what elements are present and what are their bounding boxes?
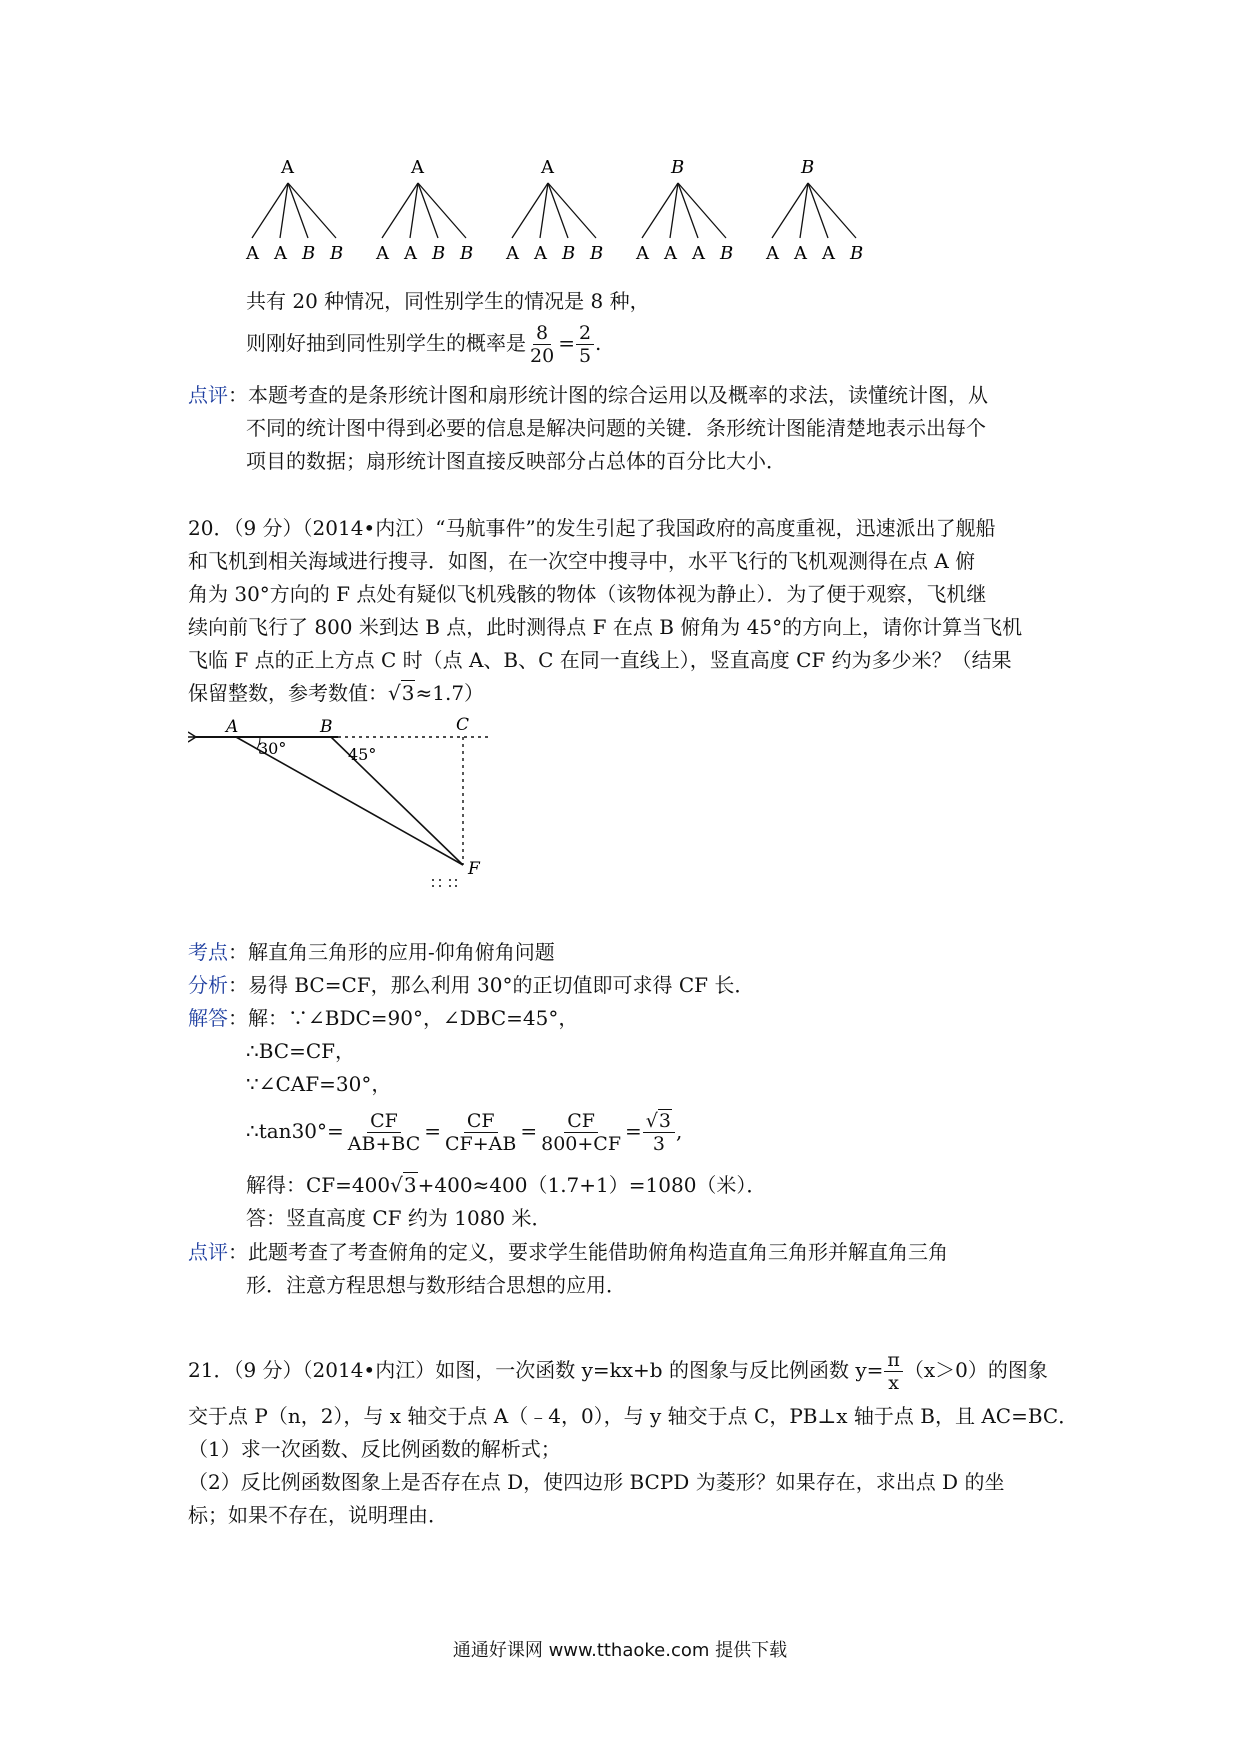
page-footer: 通通好课网 www.tthaoke.com 提供下载 (452, 1640, 788, 1661)
fraction-denominator: AB+BC (347, 1133, 421, 1155)
angle-30: 30° (258, 739, 287, 758)
fraction-numerator: CF (564, 1110, 598, 1133)
tree-diagram (635, 157, 733, 264)
tree-leaf-label: B (562, 243, 576, 264)
tree-branch (382, 183, 418, 238)
fraction-numerator: 2 (576, 322, 594, 345)
tree-leaf-label: B (590, 243, 604, 264)
tree-leaf-label: B (850, 243, 864, 264)
fraction-denominator: 800+CF (541, 1133, 622, 1155)
fraction-numerator: CF (464, 1110, 498, 1133)
q20-comment-2: 形．注意方程思想与数形结合思想的应用． (246, 1273, 626, 1297)
tree-leaf-label: A (636, 243, 649, 264)
fraction-denominator: 20 (530, 345, 555, 367)
q19-probability (246, 322, 601, 367)
sqrt-3: √3 (645, 1110, 671, 1132)
tree-branch (808, 183, 856, 238)
tree-diagram (505, 157, 603, 264)
tree-diagrams (240, 155, 940, 270)
tree-branch (548, 183, 568, 238)
tree-leaf-label: A (664, 243, 677, 264)
equals-sign: = (424, 1119, 442, 1143)
fenxi-tag: 分析 (188, 973, 228, 997)
label-a: A (226, 717, 239, 737)
q19-probability-text: 则刚好抽到同性别学生的概率是 (246, 331, 526, 355)
fraction-denominator: 3 (652, 1133, 665, 1155)
tree-branch (418, 183, 466, 238)
tree-leaf-label: B (432, 243, 446, 264)
tree-branch (670, 183, 678, 238)
q20-jieda-3: ∵∠CAF=30°， (246, 1072, 392, 1096)
kaodian-tag: 考点 (188, 940, 228, 964)
fraction-numerator: CF (367, 1110, 401, 1133)
q21-line-1-text: 21．（9 分）（2014•内江）如图，一次函数 y=kx+b 的图象与反比例函数 y= (188, 1358, 884, 1382)
tree-branch (252, 183, 288, 238)
equals-sign: = (520, 1119, 538, 1143)
fraction-sqrt3-3 (643, 1110, 675, 1155)
tree-leaf-label: A (822, 243, 835, 264)
tree-branch (512, 183, 548, 238)
dotted-marks (432, 879, 457, 887)
tree-leaf-label: B (460, 243, 474, 264)
q20-jieda-1 (188, 1006, 578, 1030)
tan-prefix: ∴tan30°= (246, 1119, 344, 1143)
tree-root-label: B (671, 157, 685, 178)
fraction-denominator: x (888, 1372, 899, 1394)
q20-line-2: 和飞机到相关海域进行搜寻．如图，在一次空中搜寻中，水平飞行的飞机观测得在点 A 俯 (188, 549, 976, 573)
comment-text: ：本题考查的是条形统计图和扇形统计图的综合运用以及概率的求法，读懂统计图，从 (228, 383, 988, 407)
q20-figure (188, 712, 498, 892)
label-c: C (456, 715, 470, 735)
sqrt-3: √3 (390, 1173, 417, 1197)
angle-45: 45° (348, 745, 377, 764)
q20-line-5: 飞临 F 点的正上方点 C 时（点 A、B、C 在同一直线上），竖直高度 CF 约为多少米？（结果 (188, 648, 1012, 672)
label-f: F (468, 859, 480, 879)
q20-line-1: 20．（9 分）（2014•内江）“马航事件”的发生引起了我国政府的高度重视，迅速派出了舰船 (188, 516, 996, 540)
radicand: 3 (403, 1173, 417, 1197)
tree-diagram (375, 157, 473, 264)
comment-tag: 点评 (188, 383, 228, 407)
tree-leaf-label: A (404, 243, 417, 264)
tree-root-label: A (411, 157, 424, 178)
approx-value: ≈1.7） (415, 681, 485, 705)
tree-branch (548, 183, 596, 238)
fraction-2-5 (576, 322, 594, 367)
tree-root-label: A (281, 157, 294, 178)
q20-jiede (246, 1173, 766, 1197)
fraction-numerator: 8 (533, 322, 551, 345)
jieda-tag: 解答 (188, 1006, 228, 1030)
q21-line-4: （2）反比例函数图象上是否存在点 D，使四边形 BCPD 为菱形？如果存在，求出点 D 的坐 (188, 1470, 1005, 1494)
tree-leaf-label: A (534, 243, 547, 264)
jieda-text: ：解：∵∠BDC=90°，∠DBC=45°， (228, 1006, 579, 1030)
tree-branch (678, 183, 698, 238)
kaodian-text: ：解直角三角形的应用-仰角俯角问题 (228, 940, 555, 964)
comment-tag: 点评 (188, 1240, 228, 1264)
label-b: B (320, 717, 333, 737)
fraction-cf-cf-ab (442, 1110, 519, 1155)
tree-branch (808, 183, 828, 238)
period: . (595, 331, 602, 355)
q20-answer: 答：竖直高度 CF 约为 1080 米． (246, 1206, 552, 1230)
tree-leaf-label: A (794, 243, 807, 264)
comma: , (675, 1119, 683, 1143)
sqrt-3: √3 (388, 681, 415, 705)
tree-leaf-label: A (766, 243, 779, 264)
tree-leaf-label: A (246, 243, 259, 264)
jiede-text: 解得：CF=400 (246, 1173, 391, 1197)
tree-leaf-label: B (302, 243, 316, 264)
tree-branch (678, 183, 726, 238)
q20-line-6 (188, 681, 484, 705)
q20-line-4: 续向前飞行了 800 米到达 B 点，此时测得点 F 在点 B 俯角为 45°的方向上，请你计算当飞机 (188, 615, 1023, 639)
q19-comment-1 (188, 383, 988, 407)
q20-line-3: 角为 30°方向的 F 点处有疑似飞机残骸的物体（该物体视为静止）．为了便于观察，飞机继 (188, 582, 987, 606)
tree-branch (410, 183, 418, 238)
q21-line-5: 标；如果不存在，说明理由． (188, 1503, 448, 1527)
q19-comment-3: 项目的数据；扇形统计图直接反映部分占总体的百分比大小． (246, 449, 786, 473)
tree-branch (280, 183, 288, 238)
fraction-denominator: 5 (578, 345, 592, 367)
tree-branch (540, 183, 548, 238)
fraction-cf-800-cf (538, 1110, 624, 1155)
q20-comment-1 (188, 1240, 948, 1264)
fenxi-text: ：易得 BC=CF，那么利用 30°的正切值即可求得 CF 长． (228, 973, 755, 997)
q19-comment-2: 不同的统计图中得到必要的信息是解决问题的关键．条形统计图能清楚地表示出每个 (246, 416, 986, 440)
fraction-8-20 (527, 322, 557, 367)
tree-branch (288, 183, 336, 238)
tree-leaf-label: A (376, 243, 389, 264)
q21-line-1 (188, 1349, 1048, 1394)
radicand: 3 (401, 681, 415, 705)
tree-leaf-label: B (720, 243, 734, 264)
fraction-denominator: CF+AB (445, 1133, 517, 1155)
jiede-result: +400≈400（1.7+1）=1080（米）． (417, 1173, 767, 1197)
tree-leaf-label: B (330, 243, 344, 264)
tree-leaf-label: A (274, 243, 287, 264)
tree-root-label: B (801, 157, 815, 178)
fraction-numerator: π (884, 1349, 903, 1372)
q21-line-2: 交于点 P（n，2），与 x 轴交于点 A（﹣4，0），与 y 轴交于点 C，PB⊥x 轴于点 B，且 AC=BC． (188, 1404, 1079, 1428)
q20-tan-equation (246, 1110, 682, 1155)
q20-kaodian (188, 940, 555, 964)
plane-icon (188, 732, 200, 742)
tree-branch (800, 183, 808, 238)
q20-fenxi (188, 973, 754, 997)
tree-leaf-label: A (506, 243, 519, 264)
q21-line-1-suffix: （x＞0）的图象 (903, 1358, 1048, 1382)
tree-branch (642, 183, 678, 238)
fraction-pi-x (884, 1349, 903, 1394)
fraction-cf-ab-bc (345, 1110, 423, 1155)
comment-text: ：此题考查了考查俯角的定义，要求学生能借助俯角构造直角三角形并解直角三角 (228, 1240, 948, 1264)
equals-sign: = (625, 1119, 642, 1143)
tree-diagram (245, 157, 343, 264)
q21-line-3: （1）求一次函数、反比例函数的解析式； (188, 1437, 561, 1461)
tree-branch (418, 183, 438, 238)
tree-branch (288, 183, 308, 238)
radicand: 3 (658, 1110, 671, 1132)
tree-root-label: A (541, 157, 554, 178)
q20-jieda-2: ∴BC=CF， (246, 1039, 356, 1063)
tree-leaf-label: A (692, 243, 705, 264)
q20-line-6-text: 保留整数，参考数值： (188, 681, 388, 705)
fraction-numerator (643, 1110, 675, 1133)
equals-sign: = (558, 331, 575, 355)
tree-branch (772, 183, 808, 238)
q19-total-cases: 共有 20 种情况，同性别学生的情况是 8 种， (246, 289, 650, 313)
tree-diagram (765, 157, 863, 264)
